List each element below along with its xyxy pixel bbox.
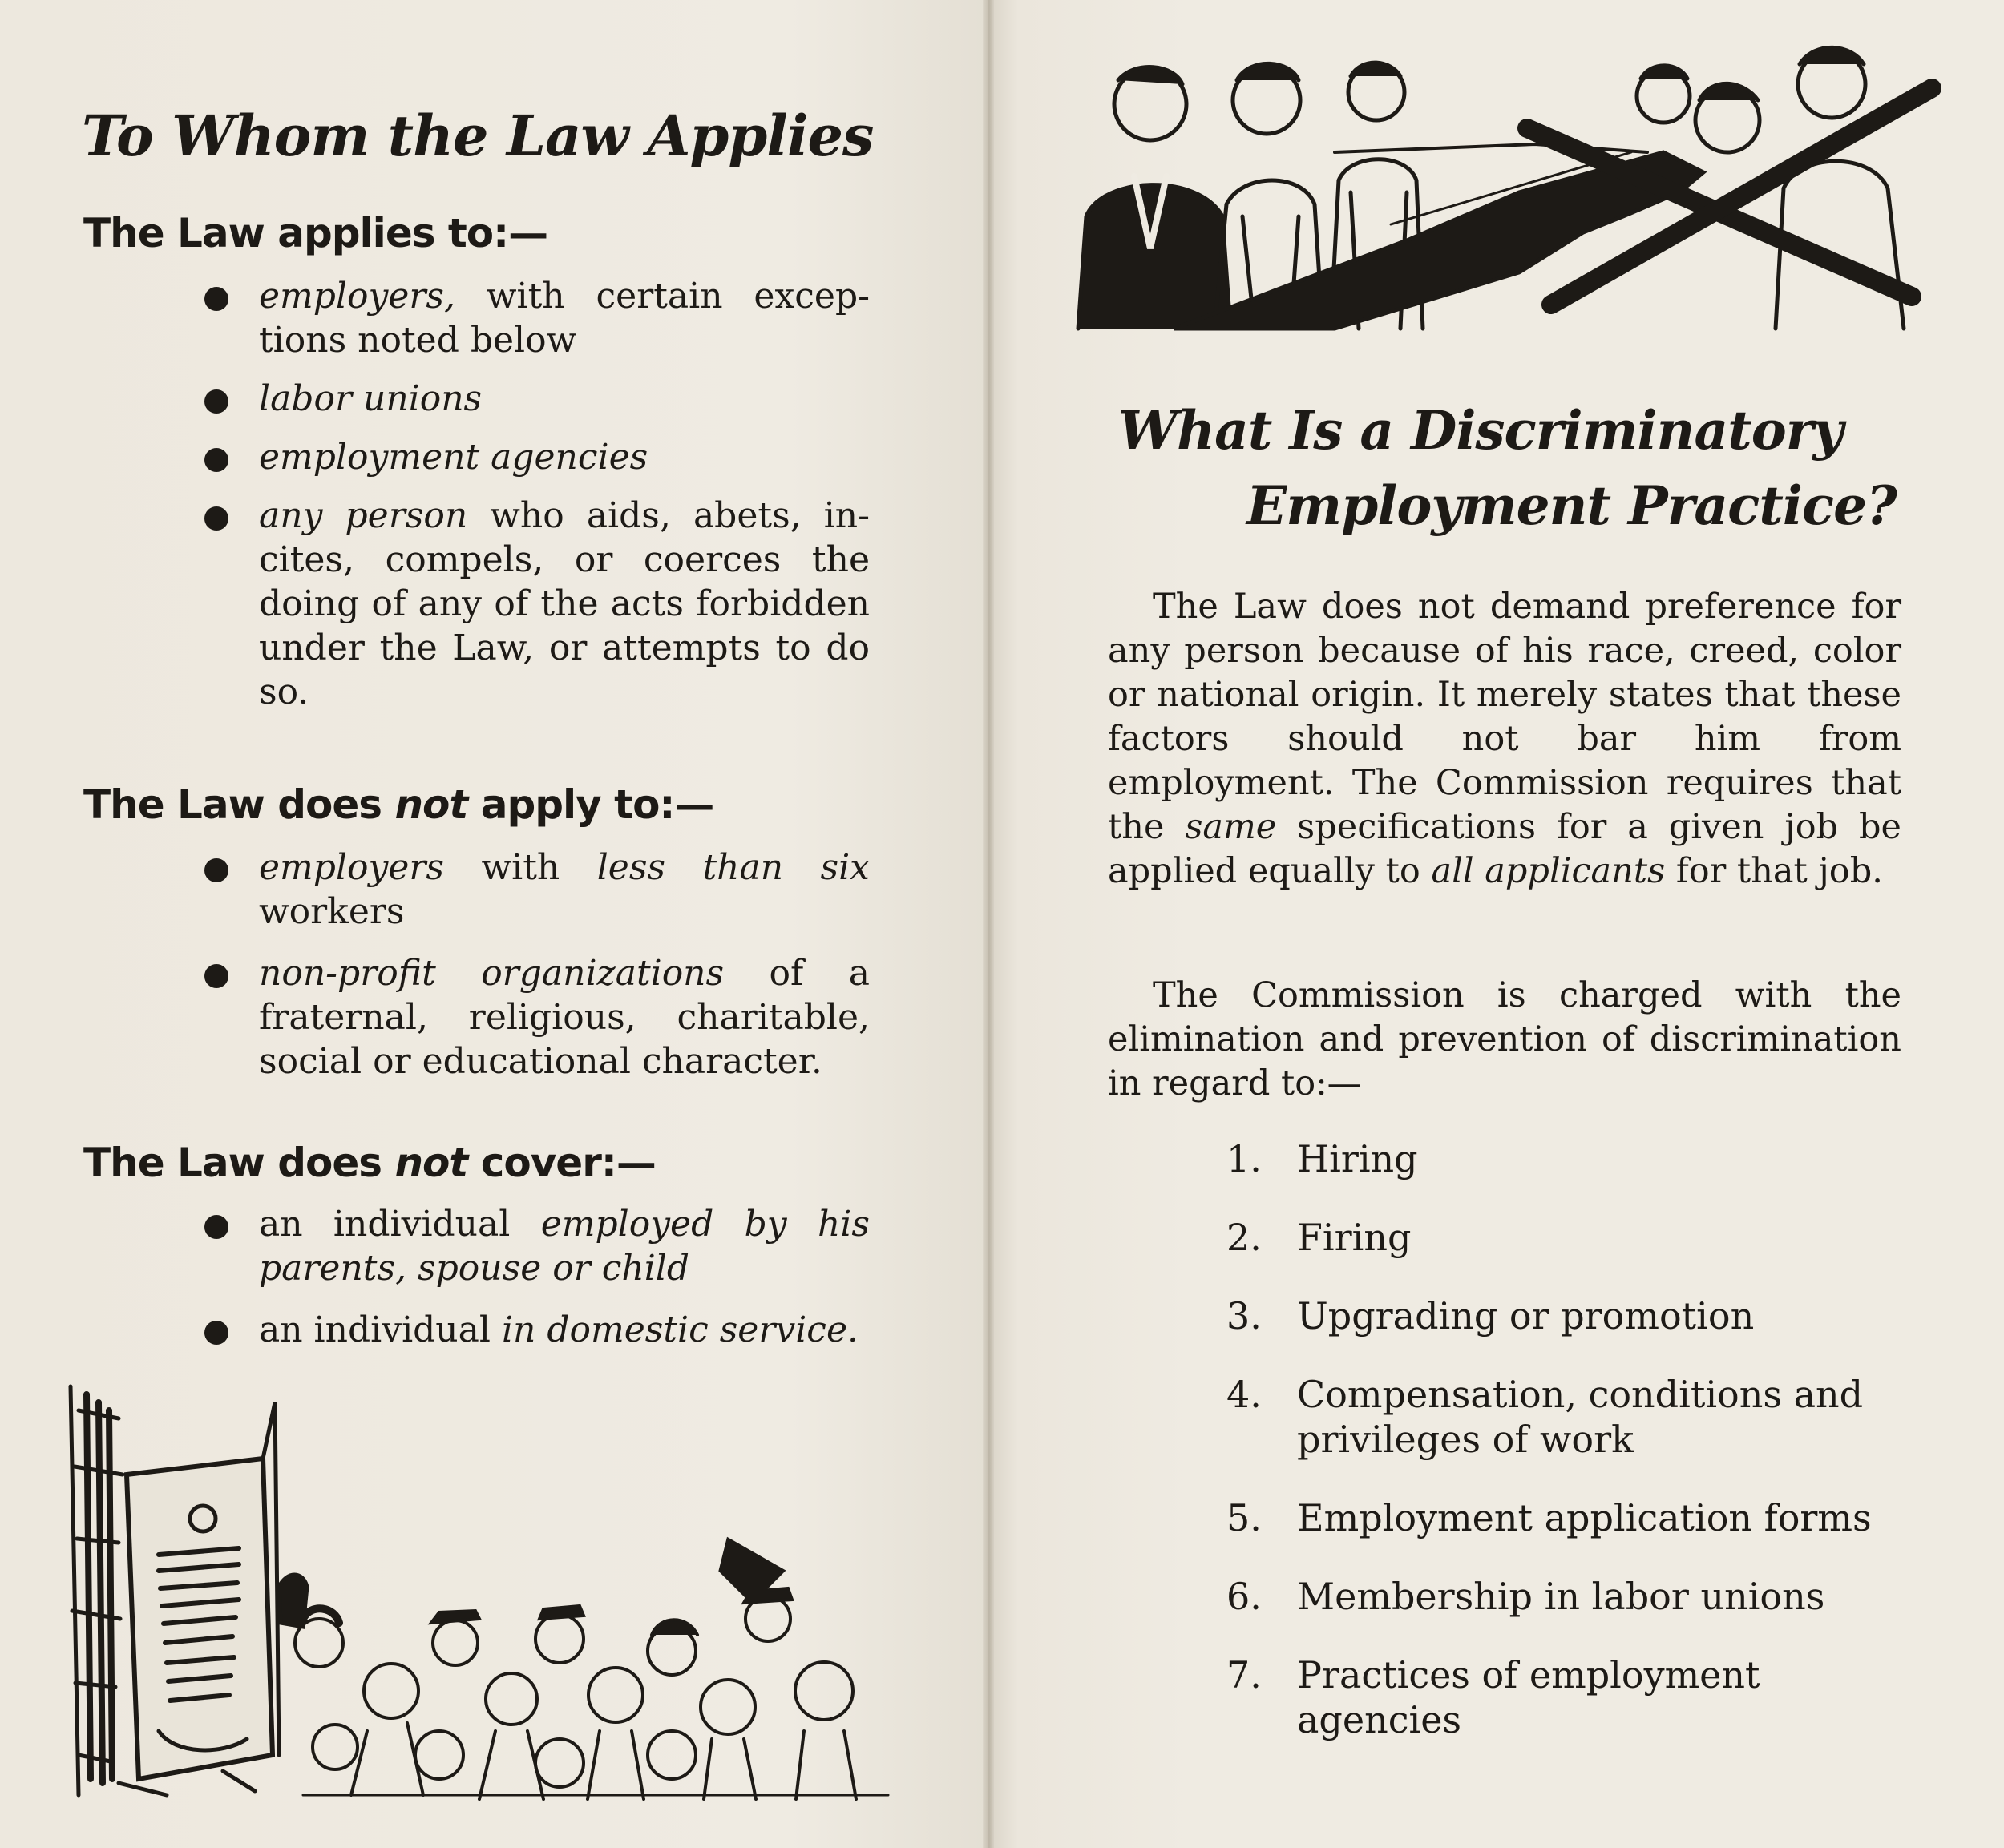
list-item: employment agencies [204, 435, 870, 479]
list-item: employers, with certain exceptions noted below [204, 274, 870, 362]
applies-list [204, 274, 870, 714]
list-item: 1. Hiring [1226, 1137, 1418, 1180]
not-apply-heading: The Law does not apply to:— [83, 781, 714, 828]
right-page-title-line1: What Is a Discriminatory [1118, 399, 1843, 462]
list-item: an individual employed by his parents, spouse or child [204, 1202, 870, 1290]
list-item: an individual in domestic service. [204, 1308, 870, 1352]
right-page-title-line2: Employment Practice? [1246, 474, 1897, 537]
bullet-icon [204, 506, 228, 531]
bullet-icon [204, 448, 228, 472]
applies-heading: The Law applies to:— [83, 210, 548, 256]
list-item: 2. Firing [1226, 1216, 1412, 1259]
bullet-icon [204, 858, 228, 882]
list-item: labor unions [204, 377, 870, 421]
list-item: non-profit organizations of a fraternal, religious, charitable, social or educational character. [204, 951, 870, 1083]
not-cover-list [204, 1202, 870, 1352]
men-group-crossed-out-illustration [1070, 32, 1944, 337]
list-item: 6. Membership in labor unions [1226, 1575, 1825, 1618]
bullet-icon [204, 964, 228, 988]
paragraph-preference: The Law does not demand preference for any person because of his race, creed, color or national origin. It merely states that these factors should not bar him from employment. The Commission requires that the same specifications for a given job be applied equally to all applicants for that job. [1108, 587, 1901, 891]
bullet-icon [204, 1321, 228, 1345]
book-spine-fold [983, 0, 994, 1848]
list-item: any person who aids, abets, incites, compels, or coerces the doing of any of the acts forbidden under the Law, or attempts to do so. [204, 494, 870, 714]
list-item: 3. Upgrading or promotion [1226, 1294, 1755, 1338]
not-apply-list [204, 845, 870, 1083]
practices-list [1226, 1136, 1892, 1776]
bullet-icon [204, 389, 228, 414]
crowd-reading-notice-illustration [63, 1378, 912, 1811]
not-cover-heading: The Law does not cover:— [83, 1140, 656, 1186]
list-item: 5. Employment application forms [1226, 1496, 1872, 1539]
list-item: employers with less than six workers [204, 845, 870, 934]
list-item: 7. Practices of employment agencies [1226, 1653, 1760, 1741]
left-page-title: To Whom the Law Applies [82, 103, 874, 169]
bullet-icon [204, 1215, 228, 1239]
paragraph-commission-charge: The Commission is charged with the elimination and prevention of discrimination in regard to:— [1108, 975, 1901, 1104]
bullet-icon [204, 287, 228, 311]
list-item: 4. Compensation, conditions and privileges of work [1226, 1373, 1864, 1461]
